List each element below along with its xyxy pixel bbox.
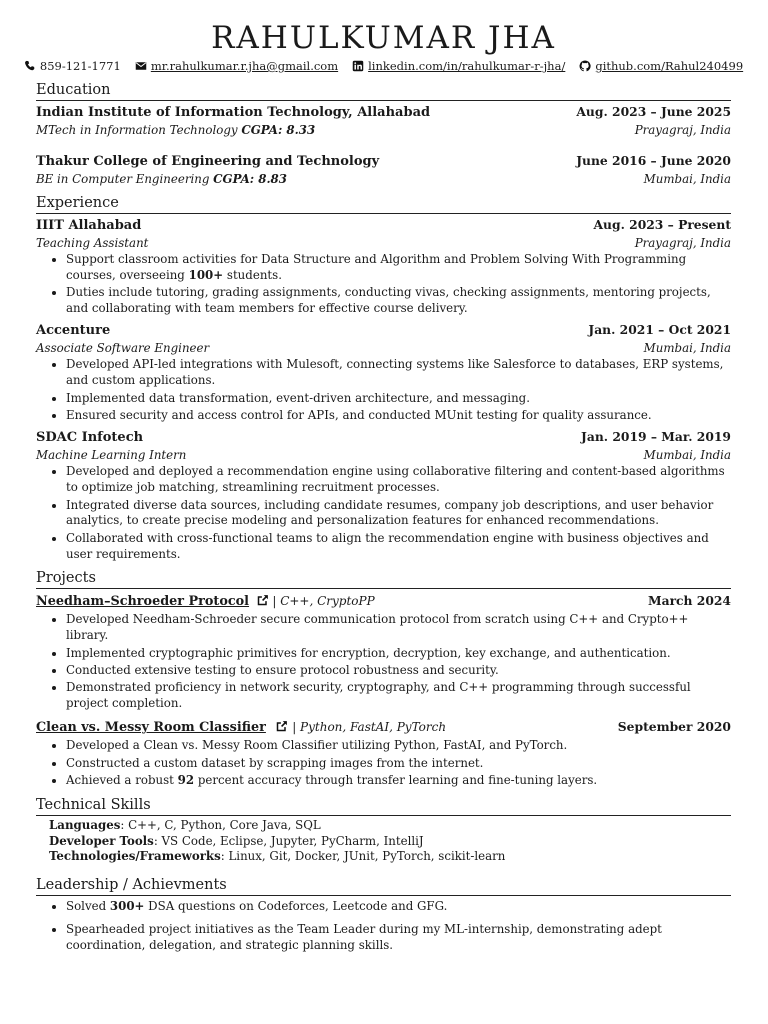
degree: BE in Computer Engineering [36,172,210,186]
external-link-icon[interactable] [257,594,269,606]
experience-entry [36,216,731,317]
list-item: • Developed API-led integrations with Mulesoft, connecting systems like Salesforce to databases, ERP systems, and custom applications. [66,357,731,389]
job-location: Prayagraj, India [634,236,731,250]
project-entry [36,718,731,789]
list-item: • Conducted extensive testing to ensure protocol robustness and security. [66,663,731,679]
linkedin-link[interactable]: linkedin.com/in/rahulkumar-r-jha/ [368,59,566,73]
job-location: Mumbai, India [643,448,731,463]
separator: | [288,720,301,735]
contact-phone [24,58,121,74]
education-entry [36,152,731,187]
phone-number: 859-121-1771 [39,59,121,73]
list-item: • Collaborated with cross-functional teams to align the recommendation engine with business objectives and user requirements. [66,531,731,563]
job-role: Associate Software Engineer [36,341,210,356]
project-link[interactable]: Clean vs. Messy Room Classifier [36,720,266,736]
edu-location: Prayagraj, India [634,123,731,137]
list-item: • Implemented cryptographic primitives for encryption, decryption, key exchange, and authentication. [66,646,731,662]
contact-linkedin[interactable] [352,58,565,74]
experience-entry [36,428,731,562]
job-dates: Jan. 2021 – Oct 2021 [588,322,731,338]
external-link-icon[interactable] [276,720,288,732]
project-entry [36,592,731,712]
skills-list [36,818,731,865]
cgpa: CGPA: 8.33 [241,123,316,137]
list-item: • Developed Needham-Schroeder secure communication protocol from scratch using C++ and Crypto++ library. [66,612,731,644]
list-item: • Support classroom activities for Data Structure and Algorithm and Problem Solving With Programming courses, overseeing 100+ students. [66,252,731,284]
section-heading-education: Education [36,80,731,101]
skill-row: Developer Tools: VS Code, Eclipse, Jupyter, PyCharm, IntelliJ [49,833,424,848]
section-heading-projects: Projects [36,568,731,589]
list-item: • Demonstrated proficiency in network security, cryptography, and C++ programming through successful project completion. [66,680,731,712]
school-name: Thakur College of Engineering and Technology [36,154,380,169]
linkedin-icon [352,60,364,72]
job-role: Teaching Assistant [36,236,149,250]
github-link[interactable]: github.com/Rahul240499 [595,59,744,73]
project-tech: C++, CryptoPP [280,594,375,609]
list-item: • Achieved a robust 92 percent accuracy through transfer learning and fine-tuning layers. [66,773,731,789]
project-date: September 2020 [617,719,731,735]
edu-location: Mumbai, India [643,172,731,186]
section-heading-skills: Technical Skills [36,795,731,816]
org-name: Accenture [36,323,111,339]
list-item: • Ensured security and access control for APIs, and conducted MUnit testing for quality assurance. [66,408,731,424]
org-name: SDAC Infotech [36,430,144,446]
project-date: March 2024 [648,593,731,609]
email-link[interactable]: mr.rahulkumar.r.jha@gmail.com [150,59,339,73]
envelope-icon [135,60,147,72]
separator: | [268,594,281,609]
list-item: • Duties include tutoring, grading assignments, conducting vivas, checking assignments, mentoring projects, and collaborating with team members for effective course delivery. [66,285,731,317]
experience-entry [36,321,731,423]
org-name: IIIT Allahabad [36,218,142,233]
section-heading-experience: Experience [36,193,731,214]
job-location: Mumbai, India [643,341,731,356]
phone-icon [24,60,36,72]
list-item: • Constructed a custom dataset by scrapping images from the internet. [66,756,731,772]
resume-page [36,18,744,962]
list-item: • Spearheaded project initiatives as the Team Leader during my ML-internship, demonstrating adept coordination, delegation, and strategic planning skills. [66,922,731,954]
education-entry [36,103,731,138]
project-link[interactable]: Needham–Schroeder Protocol [36,594,250,610]
contact-email[interactable] [135,58,338,74]
github-icon [579,60,591,72]
contact-bar [36,58,744,74]
section-heading-leadership: Leadership / Achievments [36,875,731,896]
job-dates: Aug. 2023 – Present [593,217,731,232]
degree: MTech in Information Technology [36,123,238,137]
job-dates: Jan. 2019 – Mar. 2019 [581,429,731,445]
edu-dates: June 2016 – June 2020 [576,153,731,168]
job-role: Machine Learning Intern [36,448,187,463]
edu-dates: Aug. 2023 – June 2025 [576,104,731,119]
list-item: • Developed a Clean vs. Messy Room Classifier utilizing Python, FastAI, and PyTorch. [66,738,731,754]
list-item: • Developed and deployed a recommendation engine using collaborative filtering and content-based algorithms to optimize job matching, streamlining recruitment processes. [66,464,731,496]
candidate-name: RAHULKUMAR JHA [211,20,556,56]
skill-row: Technologies/Frameworks: Linux, Git, Docker, JUnit, PyTorch, scikit-learn [49,849,506,864]
list-item: • Implemented data transformation, event-driven architecture, and messaging. [66,391,731,407]
school-name: Indian Institute of Information Technology, Allahabad [36,105,431,120]
list-item: • Integrated diverse data sources, including candidate resumes, company job descriptions, and user behavior analytics, to create precise modeling and personalization features for enhanced recommendations. [66,498,731,530]
cgpa: CGPA: 8.83 [213,172,287,186]
contact-github[interactable] [579,58,743,74]
skill-row: Languages: C++, C, Python, Core Java, SQL [49,818,321,833]
project-tech: Python, FastAI, PyTorch [300,720,447,735]
list-item: • Solved 300+ DSA questions on Codeforces, Leetcode and GFG. [66,899,731,915]
